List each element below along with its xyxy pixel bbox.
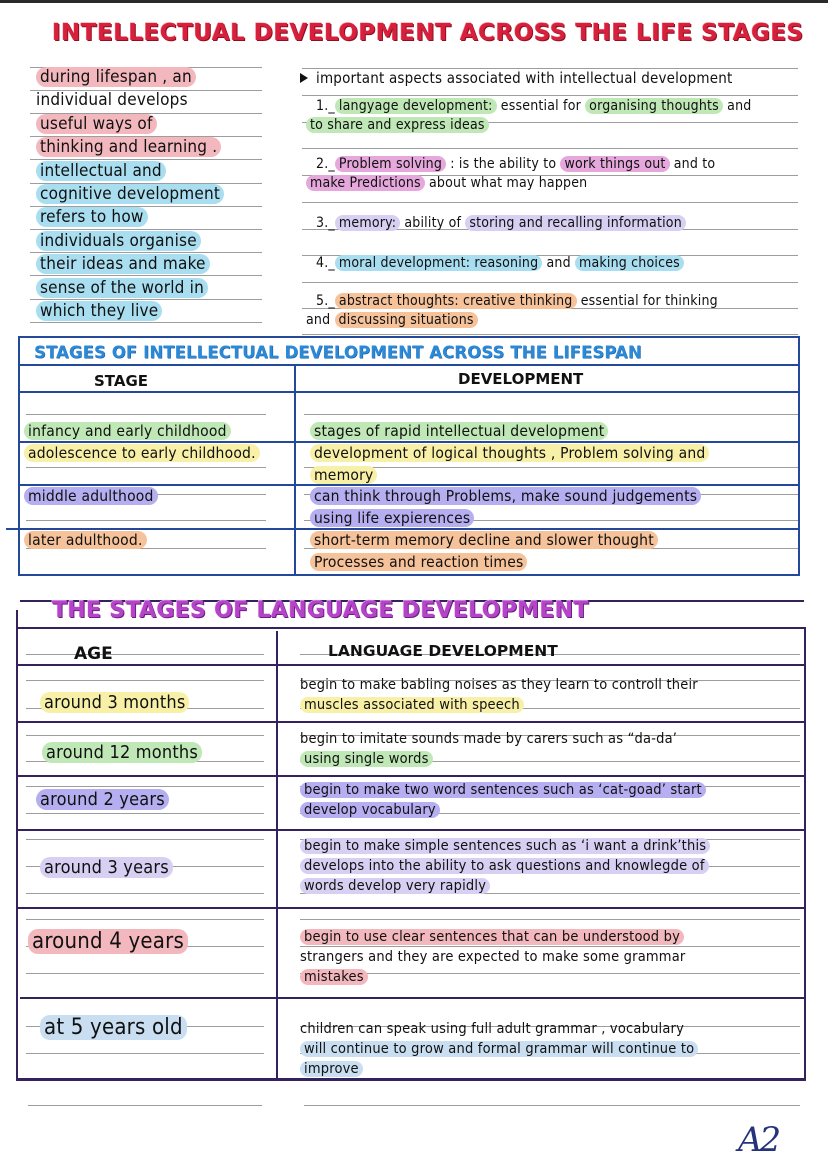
aspect-item-abstract: 5._ abstract thoughts: creative thinking essential for thinking and discussing situations — [306, 293, 718, 328]
intro-paragraph — [36, 66, 266, 323]
age-cell: around 12 months — [42, 741, 202, 765]
table-divider — [18, 391, 800, 393]
age-cell: around 3 years — [40, 856, 173, 880]
column-header-development: DEVELOPMENT — [458, 370, 584, 388]
stage-cell: middle adulthood — [24, 485, 158, 507]
language-table-title: THE STAGES OF LANGUAGE DEVELOPMENT — [52, 598, 589, 623]
development-cell: development of logical thoughts , Problem solving and memory — [310, 442, 709, 486]
development-cell: stages of rapid intellectual development — [310, 420, 608, 442]
intro-line: thinking and learning . — [36, 137, 221, 157]
column-header-age: AGE — [74, 644, 113, 664]
language-development-cell: begin to make babling noises as they learn to controll their muscles associated with speech — [300, 677, 698, 713]
signature: A2 — [738, 1120, 779, 1160]
aspect-item-memory: 3._ memory: ability of storing and recalling information — [316, 214, 786, 233]
top-border — [0, 0, 828, 3]
stage-cell: later adulthood. — [24, 529, 147, 551]
age-cell: at 5 years old — [40, 1016, 187, 1040]
age-cell: around 3 months — [40, 691, 189, 715]
intro-line: their ideas and make — [36, 254, 210, 274]
intro-line: useful ways of — [36, 114, 157, 134]
language-development-cell: begin to use clear sentences that can be understood by strangers and they are expected to make some grammar mistakes — [300, 929, 686, 985]
column-header-stage: STAGE — [94, 372, 149, 390]
language-development-cell: begin to imitate sounds made by carers such as “da-da’ using single words — [300, 731, 678, 767]
table-divider — [18, 364, 800, 366]
language-development-cell: begin to make two word sentences such as ‘cat-goad’ start develop vocabulary — [300, 780, 780, 820]
intro-line: individuals organise — [36, 231, 201, 251]
development-cell: can think through Problems, make sound judgements using life expierences — [310, 485, 701, 529]
table-column-divider — [294, 366, 296, 574]
column-header-language-development: LANGUAGE DEVELOPMENT — [328, 642, 558, 660]
aspect-item-language: 1._ langyage development: essential for organising thoughts and to share and express ideas — [316, 97, 786, 135]
intro-line: which they live — [36, 301, 162, 321]
aspect-item-problem-solving: 2._ Problem solving : is the ability to work things out and to make Predictions about what may happen — [316, 155, 786, 193]
stage-cell: adolescence to early childhood. — [24, 442, 260, 464]
intro-line: cognitive development — [36, 184, 224, 204]
stages-table-title: STAGES OF INTELLECTUAL DEVELOPMENT ACROSS THE LIFESPAN — [34, 343, 642, 362]
intro-line: individual develops — [36, 90, 188, 111]
intro-line: intellectual and — [36, 161, 166, 181]
intro-line: sense of the world in — [36, 278, 208, 298]
age-cell: around 2 years — [36, 788, 169, 812]
language-development-cell: begin to make simple sentences such as ‘i want a drink’this develops into the ability to ask questions and knowlegde of words develop very rapidly — [300, 836, 780, 896]
page-title: INTELLECTUAL DEVELOPMENT ACROSS THE LIFE STAGES — [52, 20, 804, 46]
age-cell: around 4 years — [28, 930, 188, 954]
aspects-heading: important aspects associated with intellectual development — [300, 68, 790, 88]
language-development-cell: children can speak using full adult grammar , vocabulary will continue to grow and formal grammar will continue to improve — [300, 1019, 780, 1079]
bullet-arrow-icon — [300, 73, 308, 83]
intro-line: refers to how — [36, 207, 148, 227]
aspect-item-moral: 4._ moral development: reasoning and making choices — [316, 254, 786, 273]
aspects-list — [300, 68, 790, 328]
intro-line: during lifespan , an — [36, 67, 196, 87]
stage-cell: infancy and early childhood — [24, 420, 231, 442]
development-cell: short-term memory decline and slower thought Processes and reaction times — [310, 529, 658, 573]
